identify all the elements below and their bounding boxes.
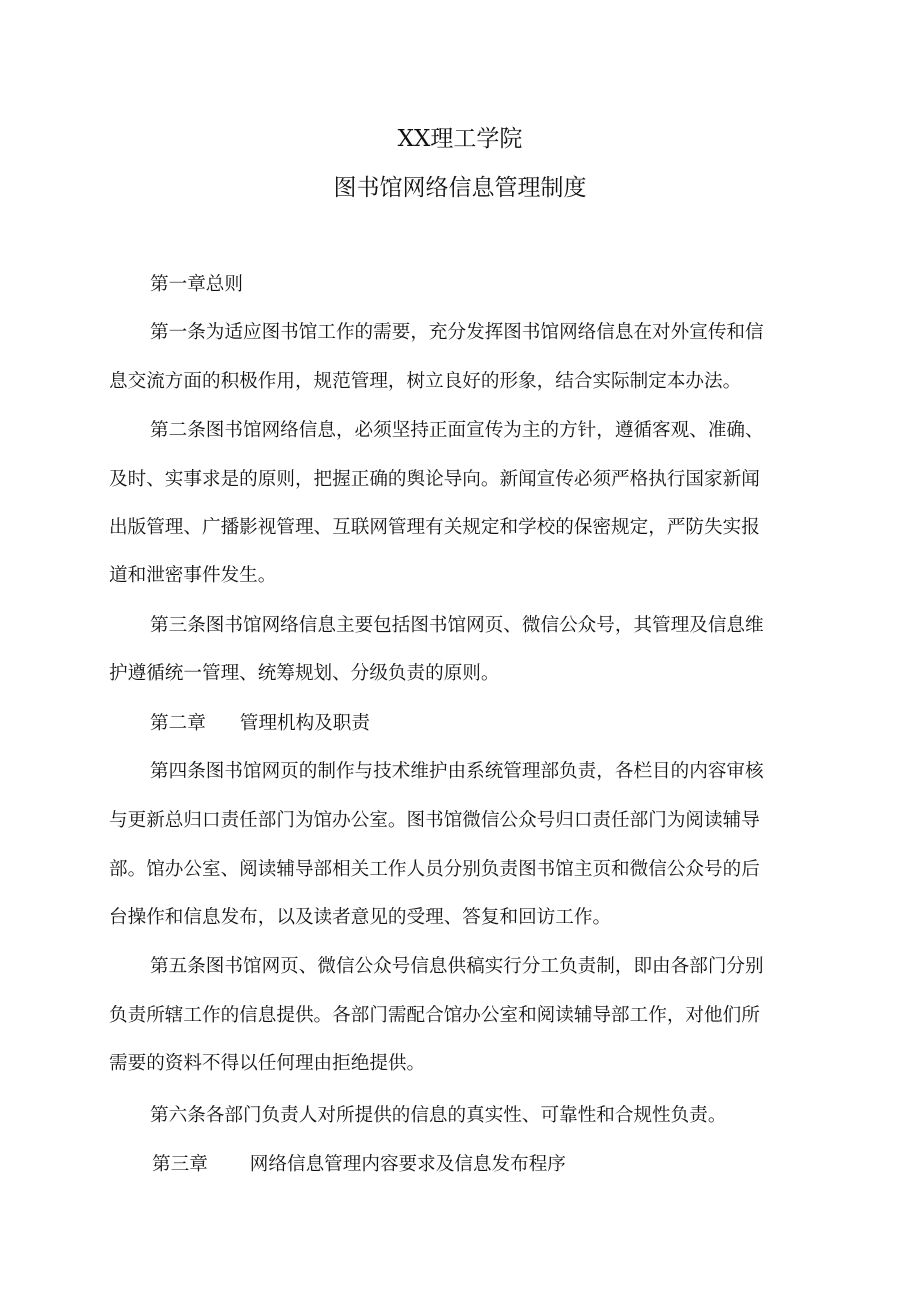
article-4-line: 台操作和信息发布，以及读者意见的受理、答复和回访工作。: [109, 907, 612, 928]
chapter-3-heading: [152, 1152, 566, 1178]
article-2-line: 出版管理、广播影视管理、互联网管理有关规定和学校的保密规定，严防失实报: [109, 517, 760, 538]
chapter-2-heading: [150, 711, 370, 737]
article-5-line: 第五条图书馆网页、微信公众号信息供稿实行分工负责制，即由各部门分别: [150, 956, 764, 977]
article-4-line: 部。馆办公室、阅读辅导部相关工作人员分别负责图书馆主页和微信公众号的后: [109, 859, 760, 880]
chapter-3-title: 网络信息管理内容要求及信息发布程序: [249, 1154, 566, 1175]
article-6-line: 第六条各部门负责人对所提供的信息的真实性、可靠性和合规性负责。: [150, 1105, 727, 1126]
article-1-line: 息交流方面的积极作用，规范管理，树立良好的形象，结合实际制定本办法。: [109, 371, 742, 392]
document-title: 图书馆网络信息管理制度: [333, 175, 587, 201]
article-1-line: 第一条为适应图书馆工作的需要，充分发挥图书馆网络信息在对外宣传和信: [150, 322, 764, 343]
article-4-line: 第四条图书馆网页的制作与技术维护由系统管理部负责，各栏目的内容审核: [150, 761, 764, 782]
chapter-3-number: 第三章: [152, 1154, 208, 1175]
article-2-line: 道和泄密事件发生。: [109, 565, 277, 586]
article-3-line: 护遵循统一管理、统筹规划、分级负责的原则。: [109, 663, 500, 684]
article-4-line: 与更新总归口责任部门为馆办公室。图书馆微信公众号归口责任部门为阅读辅导: [109, 810, 760, 831]
article-3-line: 第三条图书馆网络信息主要包括图书馆网页、微信公众号，其管理及信息维: [150, 615, 764, 636]
article-2-line: 及时、实事求是的原则，把握正确的舆论导向。新闻宣传必须严格执行国家新闻: [109, 469, 760, 490]
chapter-1-heading: 第一章总则: [150, 274, 243, 295]
document-title-institution: XX理工学院: [397, 126, 523, 152]
article-5-line: 负责所辖工作的信息提供。各部门需配合馆办公室和阅读辅导部工作，对他们所: [109, 1005, 760, 1026]
article-2-line: 第二条图书馆网络信息，必须坚持正面宣传为主的方针，遵循客观、准确、: [150, 420, 764, 441]
chapter-2-title: 管理机构及职责: [239, 713, 370, 734]
chapter-2-number: 第二章: [150, 713, 206, 734]
article-5-line: 需要的资料不得以任何理由拒绝提供。: [109, 1053, 426, 1074]
